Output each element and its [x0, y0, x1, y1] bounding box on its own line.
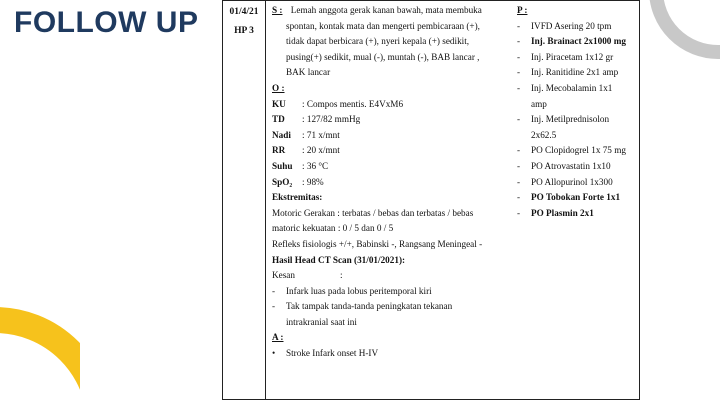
- plan-bullet: -: [517, 67, 521, 78]
- vital-row: [272, 159, 510, 175]
- plan-item-text: amp: [531, 98, 547, 109]
- plan-bullet: -: [517, 36, 521, 47]
- plan-item: [517, 65, 637, 81]
- ct-finding: Tak tampak tanda-tanda peningkatan tekanan: [286, 301, 453, 312]
- yellow-ring-decoration: [0, 300, 80, 405]
- vital-label: Nadi: [272, 129, 291, 140]
- plan-item-text: Inj. Piracetam 1x12 gr: [531, 51, 614, 62]
- objective-heading: O :: [272, 82, 285, 93]
- vital-row: [272, 175, 510, 191]
- motoric-line: Motoric Gerakan : terbatas / bebas dan terbatas / bebas: [272, 207, 474, 218]
- kesan-colon: :: [340, 270, 343, 281]
- ekstremitas-heading: Ekstremitas:: [272, 192, 323, 203]
- soap-column: S : Lemah anggota gerak kanan bawah, mata membuka spontan, kontak mata dan mengerti pembicaraan (+), tidak dapat berbicara (+), nyeri kepala (+) sedikit, pusing(+) sedikit, mual (-), muntah (-), BAB lancar , BAK lancar O : KU : Compos mentis. E4VxM6 TD : 127/82 mmHg Nadi : 71 x/mnt RR : 20 x/mnt Suhu : 36 °C SpO₂ : 98% Ekstremitas: Motoric Gerakan : terbatas / bebas dan terbatas / bebas matoric kekuatan : 0 / 5 dan 0 / 5 Refleks fisiologis +/+, Babinski -, Rangsang Meningeal - Hasil Head CT Scan (31/01/2021): Kesan : - Infark luas pada lobus peritemporal kiri - Tak tampak tanda-tanda peningkatan tekanan intrakranial saat ini A : • Stroke Infark onset H-IV: [272, 3, 510, 362]
- plan-bullet: -: [517, 207, 521, 218]
- vital-label: RR: [272, 145, 286, 156]
- vital-value: : 98%: [302, 176, 324, 187]
- subjective-line: tidak dapat berbicara (+), nyeri kepala (+) sedikit,: [286, 36, 470, 47]
- slide-title: FOLLOW UP: [14, 6, 199, 39]
- plan-item-text: PO Clopidogrel 1x 75 mg: [531, 145, 626, 156]
- vital-label: SpO₂: [272, 176, 293, 187]
- ct-finding: Infark luas pada lobus peritemporal kiri: [286, 285, 432, 296]
- vital-row: [272, 143, 510, 159]
- plan-item-text: Inj. Mecobalamin 1x1: [531, 82, 613, 93]
- vital-value: : 71 x/mnt: [302, 129, 340, 140]
- plan-list: [517, 19, 637, 222]
- vital-value: : Compos mentis. E4VxM6: [302, 98, 404, 109]
- plan-column: [517, 3, 637, 221]
- plan-item: [517, 159, 637, 175]
- subjective-line: spontan, kontak mata dan mengerti pembicaraan (+),: [286, 20, 480, 31]
- plan-heading: P :: [517, 5, 528, 15]
- plan-item-text: 2x62.5: [531, 129, 557, 140]
- plan-item: [517, 112, 637, 128]
- plan-item-text: Inj. Ranitidine 2x1 amp: [531, 67, 619, 78]
- vital-label: TD: [272, 114, 285, 125]
- vital-value: : 20 x/mnt: [302, 145, 340, 156]
- plan-item-text: IVFD Asering 20 tpm: [531, 20, 612, 31]
- plan-item: [517, 50, 637, 66]
- subjective-line: Lemah anggota gerak kanan bawah, mata membuka: [290, 5, 482, 15]
- follow-up-note: [222, 0, 640, 400]
- plan-item: [517, 175, 637, 191]
- subjective-heading: S :: [272, 5, 283, 15]
- vital-label: KU: [272, 98, 286, 109]
- plan-item: [517, 34, 637, 50]
- vital-value: : 36 °C: [302, 160, 329, 171]
- plan-bullet: -: [517, 160, 521, 171]
- plan-item-text: Inj. Metilprednisolon: [531, 114, 610, 125]
- plan-bullet: -: [517, 20, 521, 31]
- vital-row: [272, 97, 510, 113]
- vital-row: [272, 112, 510, 128]
- note-date: 01/4/21: [229, 7, 259, 17]
- vital-value: : 127/82 mmHg: [302, 114, 361, 125]
- vital-label: Suhu: [272, 160, 293, 171]
- refleks-line: Refleks fisiologis +/+, Babinski -, Rangsang Meningeal -: [272, 238, 483, 249]
- motoric-line: matoric kekuatan : 0 / 5 dan 0 / 5: [272, 223, 394, 234]
- assessment-heading: A :: [272, 332, 284, 343]
- plan-item-text: PO Tobokan Forte 1x1: [531, 192, 621, 203]
- plan-item: [517, 206, 637, 222]
- plan-item: [517, 190, 637, 206]
- ct-finding: intrakranial saat ini: [286, 316, 357, 327]
- plan-bullet: -: [517, 192, 521, 203]
- kesan-label: Kesan: [272, 270, 295, 281]
- plan-item-text: PO Allopurinol 1x300: [531, 176, 613, 187]
- plan-item: [517, 143, 637, 159]
- assessment-item: Stroke Infark onset H-IV: [286, 348, 379, 359]
- plan-bullet: -: [517, 51, 521, 62]
- plan-item: [517, 19, 637, 35]
- ct-scan-heading: Hasil Head CT Scan (31/01/2021):: [272, 254, 406, 265]
- subjective-line: BAK lancar: [286, 67, 331, 78]
- plan-item-text: PO Atrovastatin 1x10: [531, 160, 611, 171]
- plan-item: [517, 128, 637, 144]
- plan-item-text: Inj. Brainact 2x1000 mg: [531, 36, 626, 47]
- subjective-line: pusing(+) sedikit, mual (-), muntah (-), BAB lancar ,: [286, 51, 480, 62]
- date-column: [223, 1, 266, 399]
- vital-row: [272, 128, 510, 144]
- plan-bullet: -: [517, 145, 521, 156]
- plan-item: [517, 81, 637, 97]
- plan-item-text: PO Plasmin 2x1: [531, 207, 594, 218]
- plan-bullet: -: [517, 114, 521, 125]
- hospital-day: HP 3: [234, 26, 254, 36]
- plan-item: [517, 97, 637, 113]
- gray-ring-decoration: [640, 0, 720, 70]
- plan-bullet: -: [517, 82, 521, 93]
- plan-bullet: -: [517, 176, 521, 187]
